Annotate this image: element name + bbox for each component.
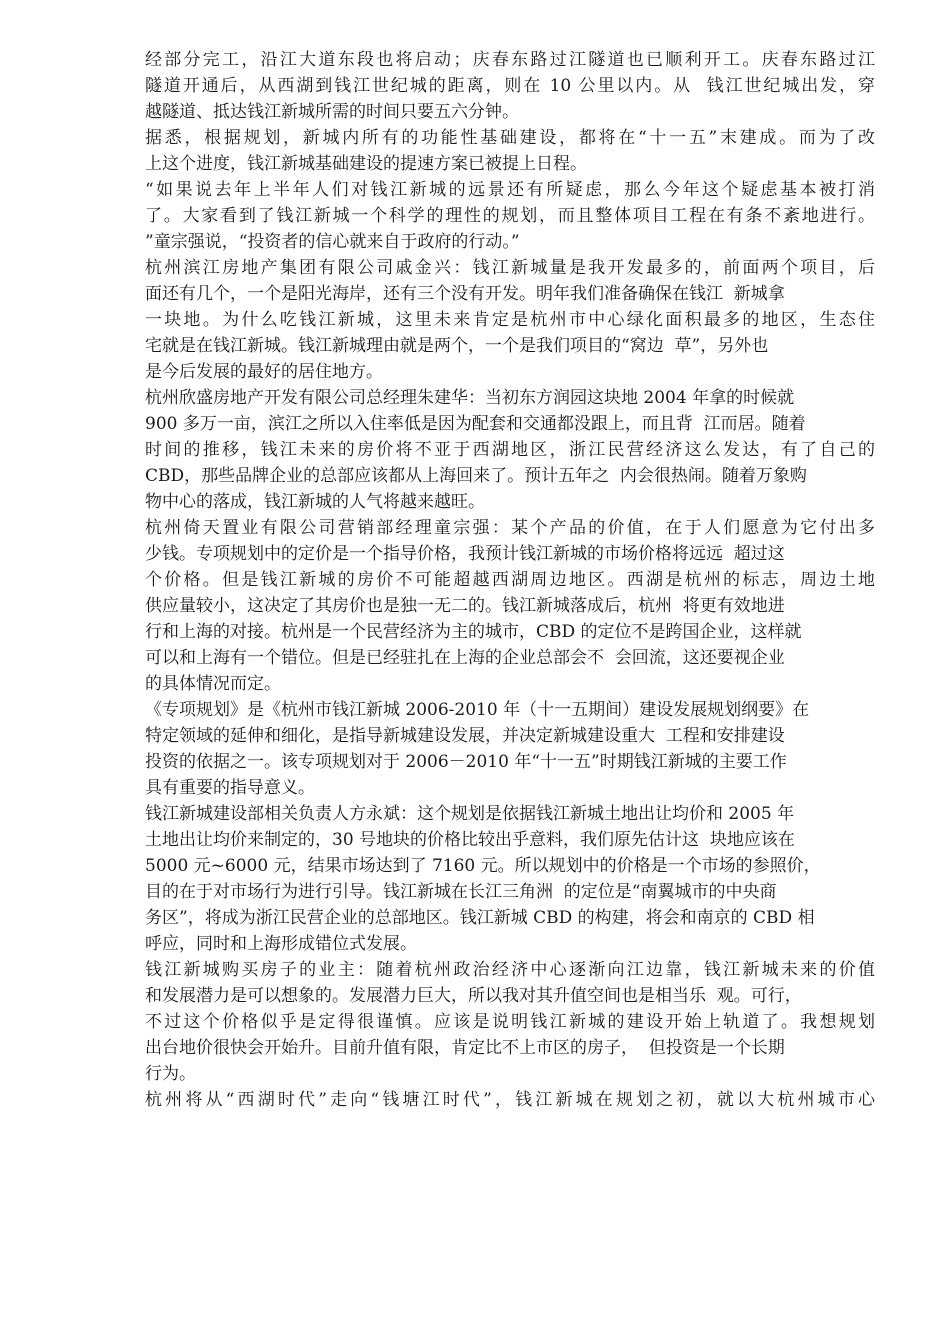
- text-line: 越隧道、抵达钱江新城所需的时间只要五六分钟。: [145, 102, 519, 122]
- text-line: 5000 元~6000 元，结果市场达到了 7160 元。所以规划中的价格是一个市场的参照价，: [145, 856, 821, 876]
- text-line: 土地出让均价来制定的，30 号地块的价格比较出乎意料，我们原先估计这 块地应该在: [145, 830, 795, 850]
- text-line: 时间的推移，钱江未来的房价将不亚于西湖地区，浙江民营经济这么发达，有了自己的: [145, 440, 875, 460]
- text-line: 少钱。专项规划中的定价是一个指导价格，我预计钱江新城的市场价格将远远 超过这: [145, 544, 785, 564]
- text-line: 物中心的落成，钱江新城的人气将越来越旺。: [145, 492, 485, 512]
- text-line: 个价格。但是钱江新城的房价不可能超越西湖周边地区。西湖是杭州的标志，周边土地: [145, 570, 875, 590]
- text-line: 一块地。为什么吃钱江新城，这里未来肯定是杭州市中心绿化面积最多的地区，生态住: [145, 310, 875, 330]
- text-line: 面还有几个，一个是阳光海岸，还有三个没有开发。明年我们准备确保在钱江 新城拿: [145, 284, 785, 304]
- text-line: 据悉，根据规划，新城内所有的功能性基础建设，都将在“十一五”末建成。而为了改: [145, 128, 875, 148]
- text-line: “如果说去年上半年人们对钱江新城的远景还有所疑虑，那么今年这个疑虑基本被打消: [145, 180, 875, 200]
- text-line: 的具体情况而定。: [145, 674, 281, 694]
- text-line: 供应量较小，这决定了其房价也是独一无二的。钱江新城落成后，杭州 将更有效地进: [145, 596, 785, 616]
- text-line: ”童宗强说，“投资者的信心就来自于政府的行动。”: [145, 232, 520, 252]
- text-line: 杭州欣盛房地产开发有限公司总经理朱建华：当初东方润园这块地 2004 年拿的时候就: [145, 388, 795, 408]
- text-line: 出台地价很快会开始升。目前升值有限，肯定比不上市区的房子， 但投资是一个长期: [145, 1038, 785, 1058]
- text-line: 行为。: [145, 1064, 196, 1084]
- text-line: 行和上海的对接。杭州是一个民营经济为主的城市，CBD 的定位不是跨国企业，这样就: [145, 622, 802, 642]
- text-line: 钱江新城购买房子的业主：随着杭州政治经济中心逐渐向江边靠，钱江新城未来的价值: [145, 960, 875, 980]
- text-line: 钱江新城建设部相关负责人方永斌：这个规划是依据钱江新城土地出让均价和 2005 年: [145, 804, 795, 824]
- text-line: CBD，那些品牌企业的总部应该都从上海回来了。预计五年之 内会很热闹。随着万象购: [145, 466, 807, 486]
- text-line: 特定领域的延伸和细化，是指导新城建设发展，并决定新城建设重大 工程和安排建设: [145, 726, 785, 746]
- text-line: 具有重要的指导意义。: [145, 778, 315, 798]
- text-line: 目的在于对市场行为进行引导。钱江新城在长江三角洲 的定位是“南翼城市的中央商: [145, 882, 777, 902]
- text-line: 宅就是在钱江新城。钱江新城理由就是两个，一个是我们项目的“窝边 草”，另外也: [145, 336, 769, 356]
- text-line: 呼应，同时和上海形成错位式发展。: [145, 934, 417, 954]
- text-line: 杭州将从“西湖时代”走向“钱塘江时代”，钱江新城在规划之初，就以大杭州城市心: [145, 1090, 875, 1110]
- text-line: 《专项规划》是《杭州市钱江新城 2006-2010 年（十一五期间）建设发展规划纲要》在: [145, 700, 810, 720]
- text-line: 隧道开通后，从西湖到钱江世纪城的距离，则在 10 公里以内。从 钱江世纪城出发，穿: [145, 76, 875, 96]
- text-line: 杭州滨江房地产集团有限公司戚金兴：钱江新城量是我开发最多的，前面两个项目，后: [145, 258, 875, 278]
- text-line: 和发展潜力是可以想象的。发展潜力巨大，所以我对其升值空间也是相当乐 观。可行，: [145, 986, 802, 1006]
- text-line: 不过这个价格似乎是定得很谨慎。应该是说明钱江新城的建设开始上轨道了。我想规划: [145, 1012, 875, 1032]
- text-line: 投资的依据之一。该专项规划对于 2006－2010 年“十一五”时期钱江新城的主要工作: [145, 752, 787, 772]
- text-line: 了。大家看到了钱江新城一个科学的理性的规划，而且整体项目工程在有条不紊地进行。: [145, 206, 875, 226]
- text-line: 是今后发展的最好的居住地方。: [145, 362, 383, 382]
- text-line: 上这个进度，钱江新城基础建设的提速方案已被提上日程。: [145, 154, 587, 174]
- text-line: 900 多万一亩，滨江之所以入住率低是因为配套和交通都没跟上，而且背 江而居。随着: [145, 414, 806, 434]
- text-line: 可以和上海有一个错位。但是已经驻扎在上海的企业总部会不 会回流，这还要视企业: [145, 648, 785, 668]
- text-line: 经部分完工，沿江大道东段也将启动；庆春东路过江隧道也已顺利开工。庆春东路过江: [145, 50, 875, 70]
- text-line: 务区”，将成为浙江民营企业的总部地区。钱江新城 CBD 的构建，将会和南京的 CBD 相: [145, 908, 815, 928]
- text-line: 杭州倚天置业有限公司营销部经理童宗强：某个产品的价值，在于人们愿意为它付出多: [145, 518, 875, 538]
